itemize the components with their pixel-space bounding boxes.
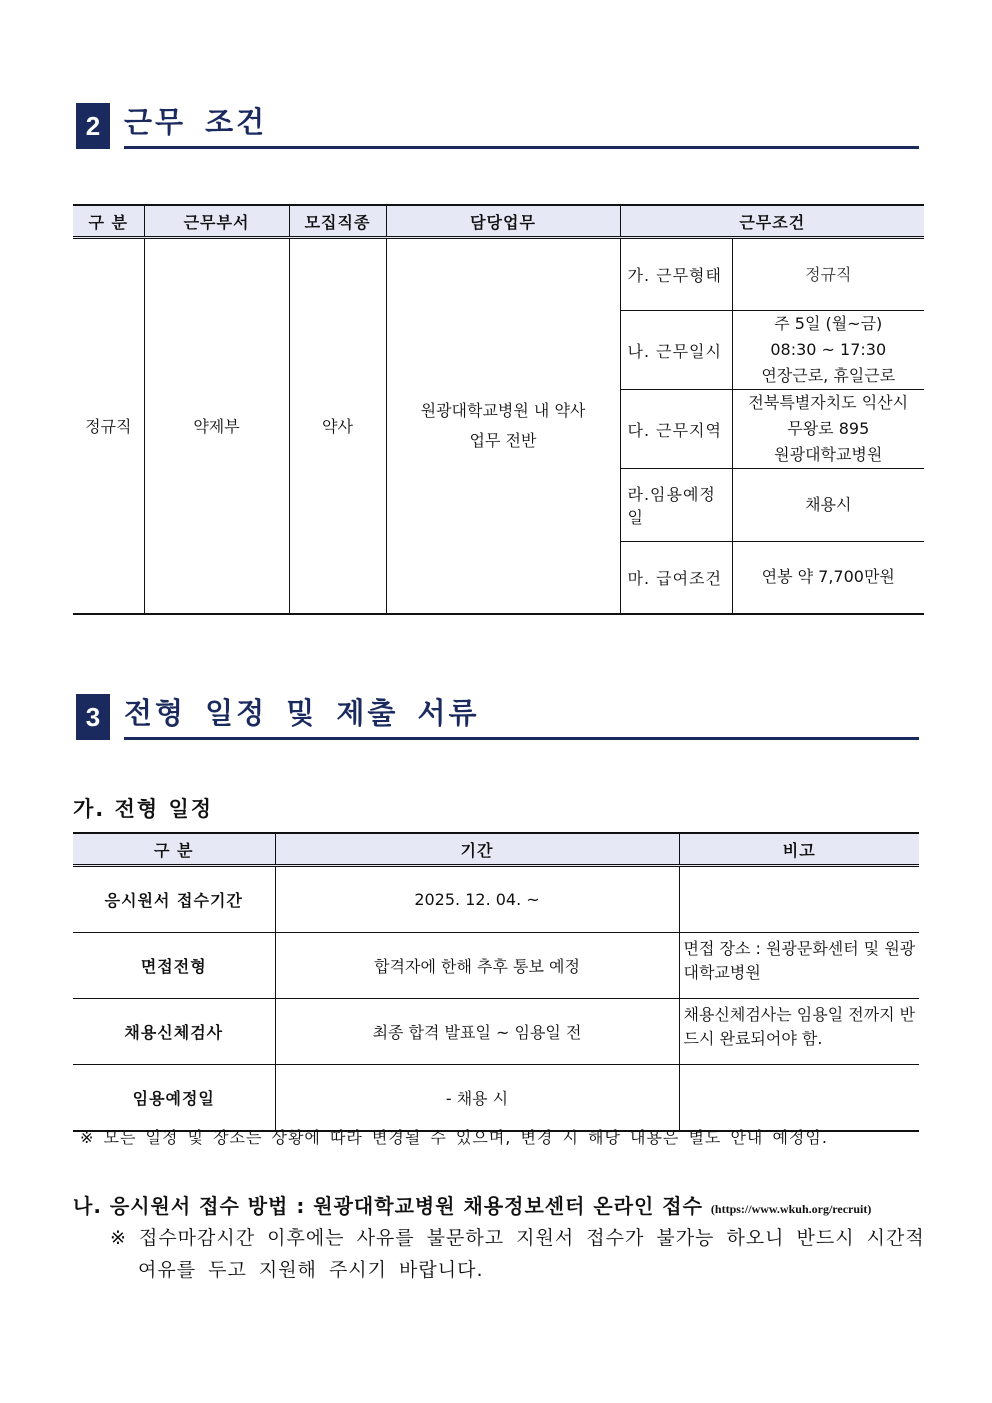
row-period: 2025. 12. 04. ~: [275, 866, 679, 933]
condition-label: 마. 급여조건: [620, 542, 732, 614]
section-title: 전형 일정 및 제출 서류: [124, 696, 480, 730]
header-job: 모집직종: [289, 205, 386, 238]
warning-line: ※ 접수마감시간 이후에는 사유를 불문하고 지원서 접수가 불가능 하오니 반드시 시간적: [110, 1227, 925, 1249]
row-period: 최종 합격 발표일 ~ 임용일 전: [275, 999, 679, 1065]
condition-value: 연봉 약 7,700만원: [732, 542, 924, 614]
table-header-row: [73, 205, 924, 238]
condition-label: 나. 근무일시: [620, 311, 732, 390]
header-period: 기간: [275, 833, 679, 866]
condition-value: [732, 390, 924, 469]
condition-value: 정규직: [732, 238, 924, 311]
section-rule: [124, 146, 919, 149]
section-number: 2: [76, 103, 110, 149]
header-conditions: 근무조건: [620, 205, 924, 238]
warning-line: 여유를 두고 지원해 주시기 바랍니다.: [138, 1259, 484, 1281]
schedule-table: [73, 832, 919, 1132]
duty-line: 업무 전반: [469, 430, 537, 450]
table-row: [73, 999, 919, 1065]
header-dept: 근무부서: [144, 205, 289, 238]
row-note: 채용신체검사는 임용일 전까지 반드시 완료되어야 함.: [679, 999, 919, 1065]
row-name: 면접전형: [73, 933, 275, 999]
work-conditions-table: [73, 204, 924, 615]
table-header-row: [73, 833, 919, 866]
cell-type: 정규직: [73, 238, 144, 614]
row-name: 응시원서 접수기간: [104, 891, 243, 910]
table-row: [73, 238, 924, 311]
row-period: - 채용 시: [275, 1065, 679, 1132]
condition-label: 가. 근무형태: [620, 238, 732, 311]
method-text: 나. 응시원서 접수 방법 : 원광대학교병원 채용정보센터 온라인 접수: [73, 1194, 703, 1218]
condition-line: 원광대학교병원: [774, 445, 883, 464]
row-note: [679, 1065, 919, 1132]
condition-label: 라.임용예정일: [620, 469, 732, 542]
section-2-heading: [76, 103, 919, 149]
header-category: 구 분: [73, 833, 275, 866]
row-note: [679, 866, 919, 933]
condition-line: 무왕로 895: [787, 419, 870, 438]
section-number: 3: [76, 694, 110, 740]
cell-job: 약사: [289, 238, 386, 614]
table-row: [73, 866, 919, 933]
schedule-footnote: ※ 모든 일정 및 장소는 상황에 따라 변경될 수 있으며, 변경 시 해당 내용은 별도 안내 예정임.: [80, 1128, 828, 1147]
cell-duty: [386, 238, 620, 614]
cell-dept: 약제부: [144, 238, 289, 614]
header-category: 구 분: [73, 205, 144, 238]
condition-line: 주 5일 (월~금): [774, 314, 883, 333]
recruit-url-link[interactable]: (https://www.wkuh.org/recruit): [710, 1202, 872, 1216]
header-note: 비고: [679, 833, 919, 866]
condition-value: 채용시: [732, 469, 924, 542]
section-3-heading: [76, 694, 919, 740]
condition-label: 다. 근무지역: [620, 390, 732, 469]
header-duty: 담당업무: [386, 205, 620, 238]
condition-line: 08:30 ~ 17:30: [770, 340, 887, 359]
section-rule: [124, 737, 919, 740]
duty-line: 원광대학교병원 내 약사: [420, 400, 586, 420]
row-period: 합격자에 한해 추후 통보 예정: [275, 933, 679, 999]
subheading-schedule: 가. 전형 일정: [73, 797, 214, 821]
condition-value: [732, 311, 924, 390]
row-name: 채용신체검사: [73, 999, 275, 1065]
condition-line: 연장근로, 휴일근로: [761, 366, 896, 385]
application-method: [73, 1190, 871, 1219]
row-name: 임용예정일: [73, 1065, 275, 1132]
row-note: 면접 장소 : 원광문화센터 및 원광대학교병원: [679, 933, 919, 999]
condition-line: 전북특별자치도 익산시: [748, 393, 909, 412]
table-row: [73, 933, 919, 999]
deadline-warning: [110, 1222, 925, 1286]
table-row: [73, 1065, 919, 1132]
section-title: 근무 조건: [124, 105, 268, 139]
